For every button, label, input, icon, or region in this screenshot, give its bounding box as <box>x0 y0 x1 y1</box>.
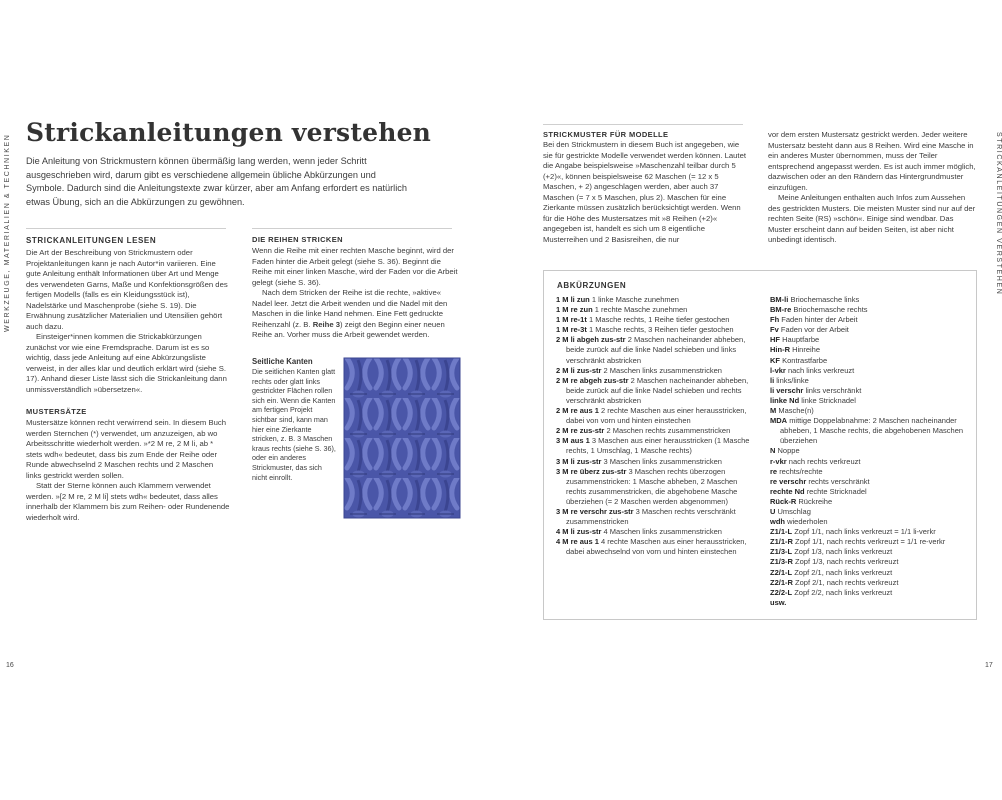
abbreviation-meaning: Faden hinter der Arbeit <box>781 315 858 325</box>
column-reihen-stricken <box>252 235 458 341</box>
abbreviation-meaning: Briochemasche links <box>790 295 860 304</box>
abbreviation-meaning: Noppe <box>777 446 800 456</box>
abbreviation-entry <box>556 426 756 436</box>
abbreviation-meaning: Briochemasche rechts <box>793 305 868 315</box>
abbreviation-key: N <box>770 446 776 456</box>
paragraph: vor dem ersten Mustersatz gestrickt werden. Jeder weitere Mustersatz besteht dann aus 8 Reihen. Wird eine Masche in ein anderes Muster übernommen, muss der Teiler entsprechend angepasst werden. Es ist auch immer möglich, dazwischen oder an den Rändern das Hintergrundmuster einzufügen. <box>768 130 976 192</box>
abbreviation-meaning: 2 rechte Maschen aus einer herausstricken, dabei von vorn und hinten einstechen <box>566 406 747 426</box>
abbreviation-entry <box>770 325 970 335</box>
abbreviation-meaning: Faden vor der Arbeit <box>780 325 849 335</box>
abbreviation-meaning: 3 Maschen rechts überzogen zusammenstricken: 1 Masche abheben, 2 Maschen rechts zusammenstricken, die abgehobene Masche überziehen (= 2 Maschen werden abgenommen) <box>566 466 738 506</box>
abbreviation-key: re verschr <box>770 476 807 486</box>
abbreviation-meaning: wiederholen <box>787 517 828 527</box>
abbreviation-meaning: Zopf 1/1, nach rechts verkreuzt = 1/1 re-verkr <box>795 537 946 547</box>
abbreviation-meaning: Zopf 1/3, nach links verkreuzt <box>794 547 893 557</box>
abbreviation-meaning: rechte Stricknadel <box>806 486 867 496</box>
caption-title: Seitliche Kanten <box>252 357 313 366</box>
abbreviation-meaning: rechts/rechte <box>779 466 823 476</box>
abbreviation-key: wdh <box>770 517 785 527</box>
abbreviation-key: li <box>770 375 775 385</box>
abbreviation-key: 3 M re überz zus-str <box>556 466 627 476</box>
abbreviation-key: Z1/3-L <box>770 547 793 557</box>
abbreviation-key: 4 M re aus 1 <box>556 537 599 547</box>
abbreviation-key: 2 M re zus-str <box>556 426 605 436</box>
abbreviation-entry <box>770 527 970 537</box>
rule-col2 <box>252 228 452 229</box>
abbreviation-entry <box>770 497 970 507</box>
abbreviation-entry <box>770 487 970 497</box>
abbreviation-entry <box>556 467 756 507</box>
abbreviation-entry <box>770 366 970 376</box>
abbreviation-entry <box>770 477 970 487</box>
abbreviation-key: 1 M li zun <box>556 295 590 304</box>
abbreviation-key: Z1/1-R <box>770 537 793 547</box>
section-heading: STRICKMUSTER FÜR MODELLE <box>543 130 669 139</box>
abbreviation-entry <box>770 386 970 396</box>
abbreviation-entry <box>770 588 970 598</box>
abbreviation-entry <box>770 376 970 386</box>
abbreviation-entry <box>770 446 970 456</box>
abbreviation-entry <box>556 436 756 456</box>
abbreviation-entry <box>770 416 970 446</box>
abbreviation-key: re <box>770 466 778 476</box>
abbreviation-entry <box>556 335 756 365</box>
abbreviation-key: 4 M li zus-str <box>556 527 602 537</box>
abbreviation-entry <box>770 537 970 547</box>
abbreviation-meaning: 3 Maschen links zusammenstricken <box>603 456 722 466</box>
abbreviation-entry <box>770 315 970 325</box>
abbreviation-key: 1 M re-3t <box>556 325 587 335</box>
abbreviation-meaning: nach links verkreuzt <box>787 365 855 375</box>
caption-text: Die seitlichen Kanten glatt rechts oder glatt links gestrickter Flächen rollen sich ein. Wenn die Kanten am fertigen Projekt sichtbar sind, kann man hier eine Zierkante stricken, z. B. 3 Maschen kraus rechts (siehe S. 36), oder ein anderes Strickmuster, das sich nicht einrollt. <box>252 367 336 482</box>
abbreviation-entry <box>556 315 756 325</box>
abbreviation-meaning: Kontrastfarbe <box>782 355 828 365</box>
abbreviations-left-column <box>556 295 756 557</box>
abbreviation-entry <box>770 578 970 588</box>
abbreviation-entry <box>770 517 970 527</box>
abbreviation-meaning: Rückreihe <box>798 496 833 506</box>
abbreviation-meaning: 1 linke Masche zunehmen <box>591 295 679 304</box>
abbreviation-key: Fv <box>770 325 779 335</box>
abbreviation-entry <box>556 376 756 406</box>
abbreviation-key: Z2/1-L <box>770 567 793 577</box>
abbreviation-meaning: 1 Masche rechts, 1 Reihe tiefer gestochen <box>588 315 730 325</box>
abbreviation-entry <box>770 396 970 406</box>
abbreviation-key: rechte Nd <box>770 486 805 496</box>
abbreviation-meaning: Zopf 2/1, nach links verkreuzt <box>794 567 893 577</box>
abbreviation-meaning: Zopf 1/1, nach links verkreuzt = 1/1 li-verkr <box>794 527 936 537</box>
abbreviation-key: Z1/1-L <box>770 527 793 537</box>
abbreviation-entry <box>556 507 756 527</box>
abbreviation-key: 3 M li zus-str <box>556 456 602 466</box>
abbreviation-key: HF <box>770 335 780 345</box>
abbreviation-entry <box>770 295 970 305</box>
abbreviation-key: Rück-R <box>770 496 797 506</box>
abbreviation-key: li verschr <box>770 385 804 395</box>
paragraph: Statt der Sterne können auch Klammern verwendet werden. »[2 M re, 2 M li] stets wdh« bedeutet, dass alles innerhalb der Klammern bis zum Reihen- oder Rundenende wiederholt wird. <box>26 481 230 522</box>
abbreviation-entry <box>770 305 970 315</box>
abbreviation-meaning: nach rechts verkreuzt <box>788 456 861 466</box>
abbreviation-meaning: links/linke <box>776 375 809 385</box>
section-heading: DIE REIHEN STRICKEN <box>252 235 343 244</box>
abbreviation-meaning: 4 Maschen links zusammenstricken <box>603 527 722 537</box>
abbreviation-key: 2 M re aus 1 <box>556 406 599 416</box>
abbreviation-entry <box>556 527 756 537</box>
abbreviation-meaning: Hinreihe <box>792 345 821 355</box>
abbreviation-key: BM-li <box>770 295 789 304</box>
abbreviation-meaning: links verschränkt <box>805 385 862 395</box>
abbreviation-key: M <box>770 406 777 416</box>
side-running-head-right: STRICKANLEITUNGEN VERSTEHEN <box>995 132 1002 296</box>
rule-col1 <box>26 228 226 229</box>
abbreviation-meaning: 2 Maschen links zusammenstricken <box>603 365 722 375</box>
abbreviation-entry <box>556 295 756 305</box>
column-strickanleitungen-lesen <box>26 236 230 523</box>
section-heading: STRICKANLEITUNGEN LESEN <box>26 236 157 245</box>
abbreviation-key: KF <box>770 355 780 365</box>
page-number-left: 16 <box>6 662 14 669</box>
abbreviation-entry <box>770 335 970 345</box>
abbreviation-key: l-vkr <box>770 365 786 375</box>
abbreviation-key: 2 M li zus-str <box>556 365 602 375</box>
abbreviation-key: MDA <box>770 416 788 426</box>
abbreviation-meaning: 1 rechte Masche zunehmen <box>594 305 688 315</box>
abbreviation-key: linke Nd <box>770 395 800 405</box>
abbreviation-key: 2 M re abgeh zus-str <box>556 375 629 385</box>
caption-seitliche-kanten <box>252 357 338 482</box>
paragraph: Die Art der Beschreibung von Strickmustern oder Projektanleitungen kann je nach Autor*in variieren. Eine gute Anleitung enthält Informationen über Art und Menge des verwendeten Garns, Maße und Konfektionsgrößen des fertigen Modells (falls es ein Kleidungsstück ist), Nadelstärke und Maschenprobe (siehe S. 19). Die Erwähnung zusätzlicher Materialien und Utensilien gehört auch dazu. <box>26 248 228 331</box>
paragraph: Einsteiger*innen kommen die Strickabkürzungen zunächst vor wie eine Fremdsprache. Darum ist es so wichtig, dass jede Anleitung auf eine Abkürzungsliste verweist, in der alles klar und deutlich erklärt wird (siehe S. 17). Anhand dieser Liste lässt sich die Strickanleitung dann unmissverständlich »übersetzen«. <box>26 332 227 394</box>
abbreviation-meaning: 2 Maschen nacheinander abheben, beide zurück auf die linke Nadel schieben und links verschränkt abstricken <box>566 335 746 365</box>
abbreviation-key: 1 M re zun <box>556 305 593 315</box>
abbreviation-meaning: 2 Maschen nacheinander abheben, beide zurück auf die linke Nadel schieben und rechts verschränkt abstricken <box>566 375 749 405</box>
abbreviation-meaning: mittige Doppelabnahme: 2 Maschen nacheinander abheben, 1 Masche rechts, die abgehobenen Maschen überziehen <box>780 416 964 446</box>
abbreviation-entry <box>770 568 970 578</box>
abbreviation-meaning: Masche(n) <box>778 406 814 416</box>
abbreviation-entry <box>770 345 970 355</box>
abbreviations-right-column <box>770 295 970 608</box>
abbreviation-meaning: Zopf 2/1, nach rechts verkreuzt <box>795 577 899 587</box>
abbreviation-entry <box>556 366 756 376</box>
abbreviation-entry <box>556 305 756 315</box>
abbreviations-heading: ABKÜRZUNGEN <box>557 281 627 290</box>
abbreviation-meaning: linke Stricknadel <box>801 395 856 405</box>
paragraph: Nach dem Stricken der Reihe ist die rechte, »aktive« Nadel leer. Jetzt die Arbeit wenden und die Nadel mit den Maschen in die linke Hand nehmen. Eine Fett gedruckte Reihenzahl (z. B. Reihe 3) zeigt den Beginn einer neuen Reihe an. Vorher muss die Arbeit gewendet werden. <box>252 288 448 339</box>
abbreviation-meaning: Umschlag <box>777 506 811 516</box>
abbreviation-key: usw. <box>770 597 787 607</box>
abbreviation-entry <box>770 406 970 416</box>
paragraph: Mustersätze können recht verwirrend sein. In diesem Buch werden Sternchen (*) verwendet, um anzuzeigen, ab wo Arbeitsschritte wiederholt werden. »*2 M re, 2 M li, ab * stets wdh« bedeutet, dass bis zum Ende der Reihe oder Runde abwechselnd 2 Maschen rechts und 2 Maschen links gestrickt werden sollen. <box>26 418 226 480</box>
rule-col3 <box>543 124 743 125</box>
page-title: Strickanleitungen verstehen <box>26 118 432 147</box>
paragraph: Bei den Strickmustern in diesem Buch ist angegeben, wie sie für gestrickte Modelle verwendet werden können. Lautet die Angabe beispielsweise »Maschenzahl teilbar durch 5 (+2)«, können beispielsweise 62 Maschen (= 12 x 5 Maschen, + 2) angeschlagen werden, aber auch 37 Maschen (= 7 x 5 Maschen, plus 2). Maschen für eine Zierkante müssen zusätzlich berücksichtigt werden. Wenn für die Höhe des Mustersatzes mit »8 Reihen (+2)« angegeben ist, handelt es sich um 8 eigentliche Musterreihen und 2 Basisreihen, die nur <box>543 140 746 244</box>
abbreviation-key: 1 M re-1t <box>556 315 587 325</box>
abbreviation-key: Fh <box>770 315 780 325</box>
abbreviation-meaning: Zopf 1/3, nach rechts verkreuzt <box>795 557 899 567</box>
abbreviation-key: 2 M li abgeh zus-str <box>556 335 626 345</box>
abbreviation-meaning: 3 Maschen aus einer herausstricken (1 Masche rechts, 1 Umschlag, 1 Masche rechts) <box>566 436 750 456</box>
abbreviation-key: 3 M re verschr zus-str <box>556 506 634 516</box>
intro-paragraph: Die Anleitung von Strickmustern können übermäßig lang werden, wenn jeder Schritt ausgeschrieben wird, darum gibt es verschiedene allgemein übliche Abkürzungen und Symbole. Dadurch sind die Anleitungstexte zwar kürzer, aber am Anfang erfordert es natürlich etwas Übung, sich an die Abkürzungen zu gewöhnen. <box>26 156 407 207</box>
abbreviations-box <box>543 270 977 620</box>
abbreviation-meaning: 2 Maschen rechts zusammenstricken <box>606 426 731 436</box>
side-running-head-left: WERKZEUGE, MATERIALIEN & TECHNIKEN <box>4 133 11 332</box>
abbreviation-key: r-vkr <box>770 456 787 466</box>
abbreviation-entry <box>556 457 756 467</box>
abbreviation-meaning: 4 rechte Maschen aus einer herausstricken, dabei abwechselnd von vorn und hinten einstechen <box>566 537 747 557</box>
column-continued <box>768 130 976 246</box>
abbreviation-entry <box>770 547 970 557</box>
abbreviation-key: U <box>770 506 776 516</box>
abbreviation-entry <box>770 457 970 467</box>
abbreviation-key: 3 M aus 1 <box>556 436 590 446</box>
abbreviation-entry <box>556 325 756 335</box>
subheading-mustersaetze: MUSTERSÄTZE <box>26 407 87 416</box>
paragraph: Wenn die Reihe mit einer rechten Masche beginnt, wird der Faden hinter die Arbeit gelegt (siehe S. 36). Beginnt die Reihe mit einer linken Masche, wird der Faden vor die Arbeit gelegt (siehe S. 36). <box>252 246 458 287</box>
abbreviation-entry <box>556 537 756 557</box>
abbreviation-key: BM-re <box>770 305 792 315</box>
abbreviation-entry <box>556 406 756 426</box>
column-strickmuster-modelle <box>543 130 749 245</box>
abbreviation-meaning: Hauptfarbe <box>782 335 820 345</box>
abbreviation-key: Z2/1-R <box>770 577 793 587</box>
abbreviation-meaning: 3 Maschen rechts verschränkt zusammenstricken <box>566 506 736 527</box>
abbreviation-key: Z1/3-R <box>770 557 793 567</box>
abbreviation-key: Z2/2-L <box>770 587 793 597</box>
knitting-swatch-image <box>344 358 460 518</box>
page-number-right: 17 <box>985 662 993 669</box>
abbreviation-meaning: Zopf 2/2, nach links verkreuzt <box>794 587 893 597</box>
abbreviation-entry <box>770 598 970 608</box>
abbreviation-meaning: 1 Masche rechts, 3 Reihen tiefer gestochen <box>588 325 734 335</box>
abbreviation-entry <box>770 507 970 517</box>
abbreviation-meaning: rechts verschränkt <box>808 476 870 486</box>
abbreviation-entry <box>770 467 970 477</box>
abbreviation-entry <box>770 557 970 567</box>
abbreviation-entry <box>770 356 970 366</box>
abbreviation-key: Hin-R <box>770 345 790 355</box>
paragraph: Meine Anleitungen enthalten auch Infos zum Aussehen des gestrickten Musters. Die meisten Muster sind nur auf der rechten Seite (RS) »schön«. Einige sind wendbar. Das Muster erscheint dann auf beiden Seiten, ist aber nicht unbedingt identisch. <box>768 193 976 244</box>
